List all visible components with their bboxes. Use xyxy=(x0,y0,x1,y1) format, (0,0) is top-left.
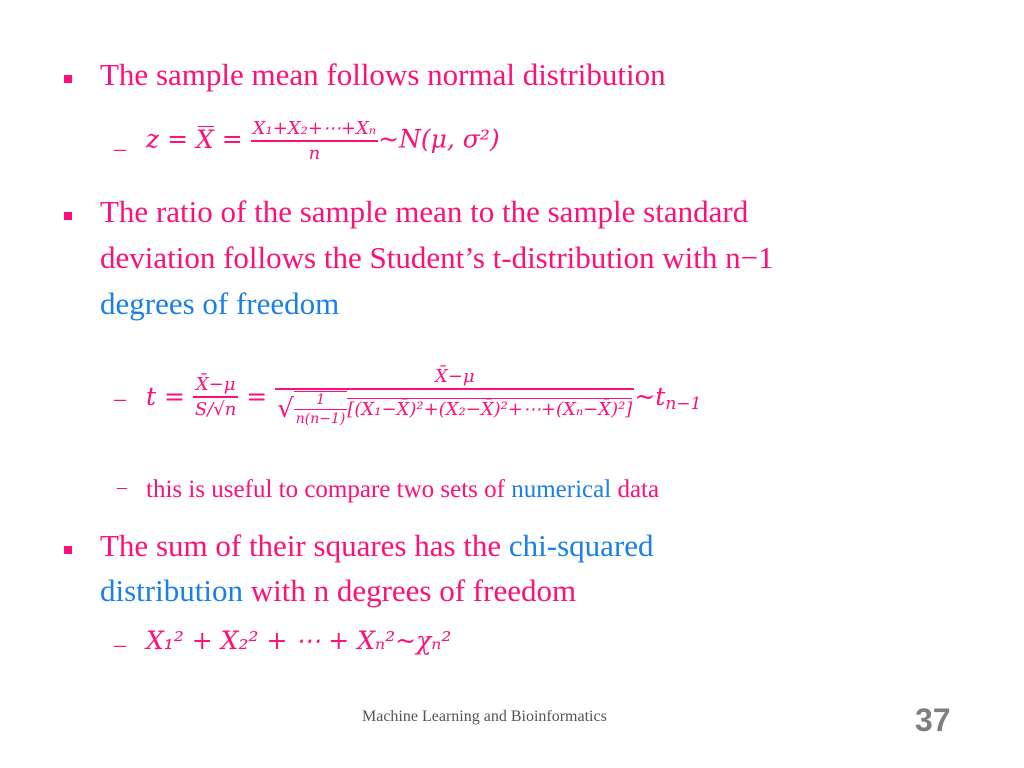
formula-t-numerator-2: X̄−μ xyxy=(434,366,475,387)
formula-z-lhs: z = xyxy=(146,124,197,154)
footer-title: Machine Learning and Bioinformatics xyxy=(362,708,607,725)
formula-z-numerator: X₁+X₂+⋯+Xₙ xyxy=(252,118,377,139)
formula-t-denominator-1: S/√n xyxy=(194,398,237,420)
formula-chi: X₁² + X₂² + ⋯ + Xₙ²~χₙ² xyxy=(146,626,452,655)
bullet-3-line-2-b: with n degrees of freedom xyxy=(242,573,577,608)
formula-z-denominator: n xyxy=(308,143,321,164)
formula-t: t = $\frac{X̄-\mu}{S/√n}$ = X̄−μ √ $\frac{1}{n(n-1)}$ [(X₁−X̄)²+(X₂−X̄)²+⋯+(Xₙ−X̄)²] $\sim t_{n-1}$ xyxy=(146,366,702,427)
formula-t-inner-rest: [(X₁−X̄)²+(X₂−X̄)²+⋯+(Xₙ−X̄)²] xyxy=(347,398,633,420)
formula-t-eq: = xyxy=(238,382,276,411)
bullet-marker xyxy=(64,212,72,220)
formula-t-inner-denominator: n(n−1) xyxy=(295,411,346,427)
bullet-3-line-1 xyxy=(100,524,654,568)
formula-z-xbar: X xyxy=(196,124,214,154)
bullet-2-line-2: deviation follows the Student’s t-distribution with n−1 xyxy=(100,240,774,275)
page-number: 37 xyxy=(915,702,951,738)
bullet-3-line-2-a: distribution xyxy=(100,573,243,608)
bullet-3-line-2 xyxy=(100,569,576,613)
sub-dash: – xyxy=(114,386,126,412)
subbullet-part-2: numerical xyxy=(511,476,612,503)
subbullet-text xyxy=(146,474,659,506)
bullet-3-line-1-a: The sum of their squares has the xyxy=(100,528,509,563)
bullet-3-line-1-b: chi-squared xyxy=(508,528,654,563)
subbullet-part-3: data xyxy=(611,476,660,503)
bullet-marker xyxy=(64,546,72,554)
bullet-2-line-3: degrees of freedom xyxy=(100,286,340,321)
bullet-1-text: The sample mean follows normal distribution xyxy=(100,57,666,92)
formula-z-rhs: ~N(μ, σ²) xyxy=(378,124,500,154)
sub-dash: – xyxy=(114,632,126,658)
sub-dash: – xyxy=(114,136,126,162)
bullet-2-line-1: The ratio of the sample mean to the sample standard xyxy=(100,194,749,229)
formula-t-inner-numerator: 1 xyxy=(316,392,326,408)
subbullet-part-1: this is useful to compare two sets of xyxy=(146,476,512,503)
formula-z xyxy=(146,118,500,164)
formula-t-lhs: t = xyxy=(146,382,193,411)
bullet-marker xyxy=(64,75,72,83)
formula-t-numerator-1: X̄−μ xyxy=(195,373,236,395)
formula-t-rhs-subscript: n−1 xyxy=(665,394,702,414)
formula-t-rhs: ~t xyxy=(634,382,666,411)
formula-z-eq: = xyxy=(213,124,251,154)
sub-dash: – xyxy=(117,476,127,498)
